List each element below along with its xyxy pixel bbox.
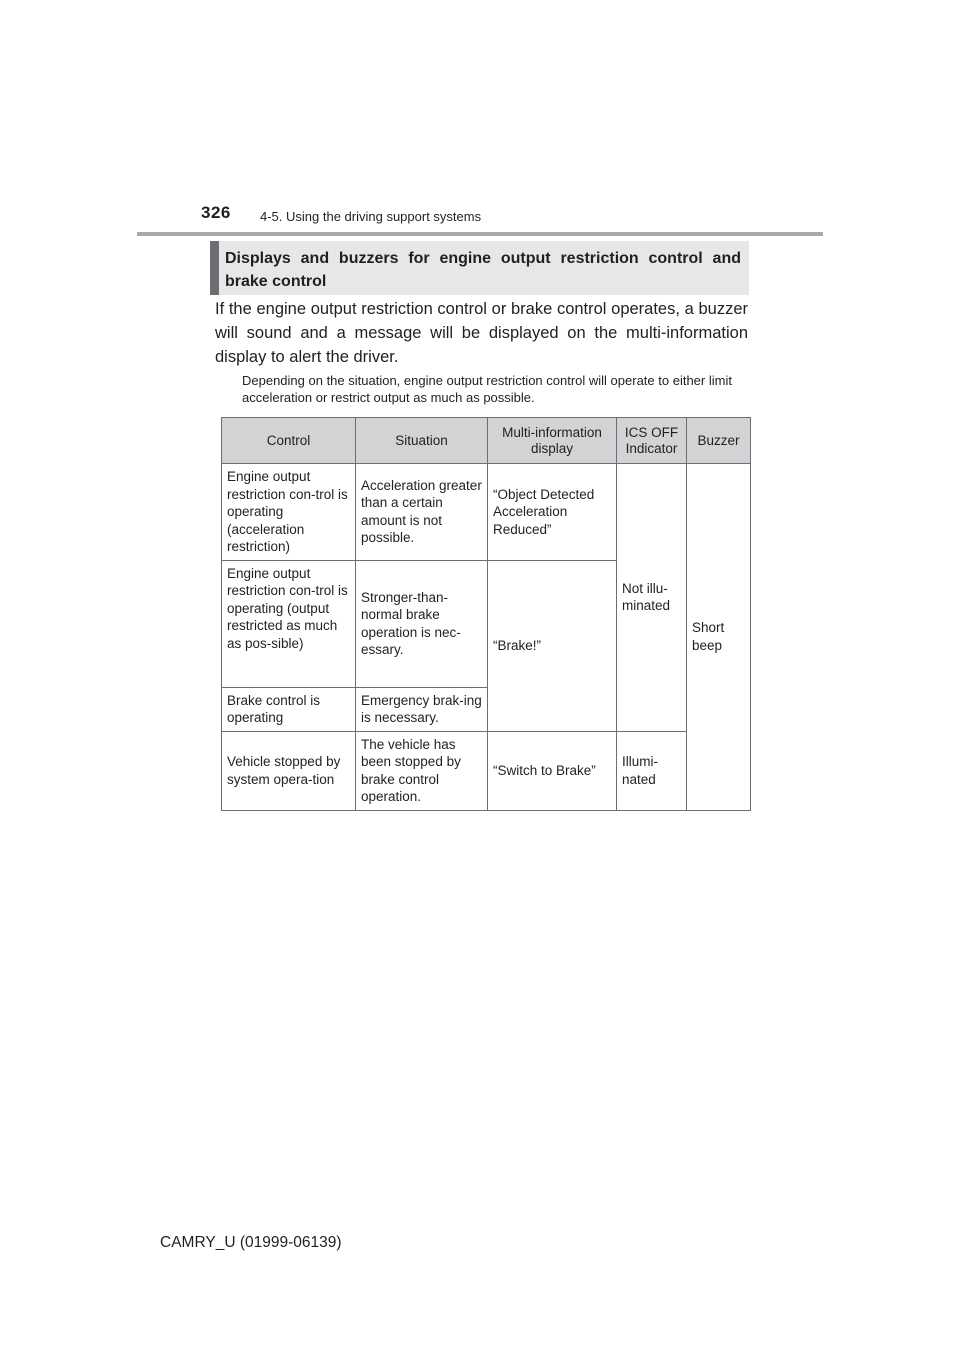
footer-code: CAMRY_U (01999-06139) (160, 1234, 342, 1251)
cell-situation: The vehicle has been stopped by brake control operation. (356, 731, 488, 810)
cell-control: Engine output restriction con-trol is operating (acceleration restriction) (222, 464, 356, 561)
cell-situation: Stronger-than-normal brake operation is nec-essary. (356, 560, 488, 687)
cell-buzzer: Short beep (687, 464, 751, 811)
control-table (221, 417, 751, 811)
cell-control: Brake control is operating (222, 687, 356, 731)
section-callout (210, 241, 749, 295)
callout-title: Displays and buzzers for engine output restriction control and brake control (225, 250, 741, 290)
cell-display: “Brake!” (488, 560, 617, 731)
cell-situation: Acceleration greater than a certain amount is not possible. (356, 464, 488, 561)
cell-indicator: Illumi-nated (617, 731, 687, 810)
body-paragraph: If the engine output restriction control or brake control operates, a buzzer will sound and a message will be displayed on the multi-information display to alert the driver. (215, 300, 748, 366)
cell-situation: Emergency brak-ing is necessary. (356, 687, 488, 731)
cell-indicator: Not illu-minated (617, 464, 687, 732)
col-header-display: Multi-information display (488, 418, 617, 464)
cell-display: “Switch to Brake” (488, 731, 617, 810)
table-header-row (222, 418, 751, 464)
note-paragraph: Depending on the situation, engine output restriction control will operate to either limit acceleration or restrict output as much as possible. (242, 373, 732, 405)
col-header-buzzer: Buzzer (687, 418, 751, 464)
col-header-situation: Situation (356, 418, 488, 464)
col-header-control: Control (222, 418, 356, 464)
cell-display: “Object Detected Acceleration Reduced” (488, 464, 617, 561)
table-row (222, 464, 751, 561)
section-header: 4-5. Using the driving support systems (260, 209, 482, 224)
header-rule (137, 232, 823, 236)
col-header-indicator: ICS OFF Indicator (617, 418, 687, 464)
table-row (222, 731, 751, 810)
cell-control: Engine output restriction con-trol is operating (output restricted as much as pos-sible) (222, 560, 356, 687)
page-number: 326 (201, 203, 231, 222)
cell-control: Vehicle stopped by system opera-tion (222, 731, 356, 810)
